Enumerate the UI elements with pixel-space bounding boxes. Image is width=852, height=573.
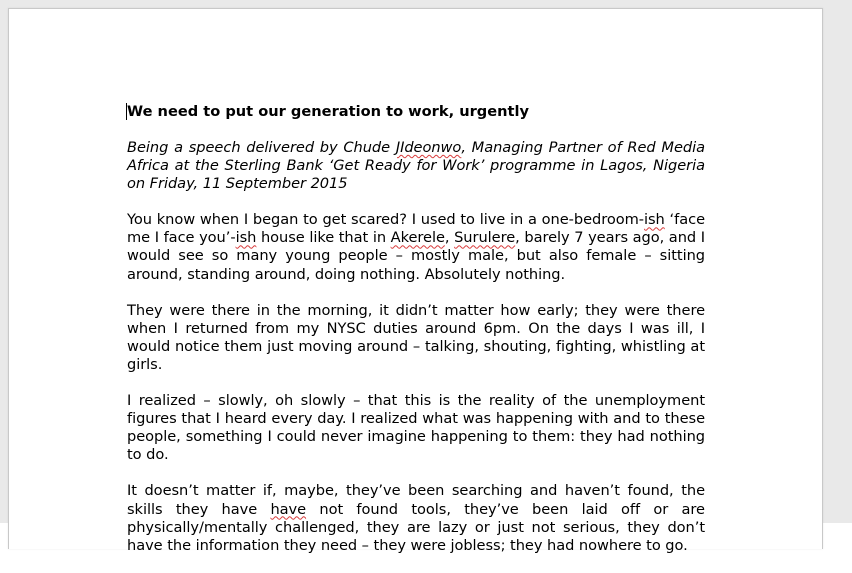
paragraph-2[interactable]: They were there in the morning, it didn’t matter how early; they were there when I returned from my NYSC duties around 6pm. On the days I was ill, I would notice them just moving around – talking, shouting, fighting, whistling at girls. [127,301,705,373]
paragraph-1[interactable] [127,211,705,283]
spelling-error-word[interactable]: Akerele [390,229,445,247]
spelling-error-word[interactable]: ish [644,211,665,229]
paragraph-text: not found tools, they’ve been laid off or are physically/mentally challenged, they are lazy or just not serious, they don’t have the information they need – they were jobless; they had nowhere to go. [127,500,705,554]
text-cursor [126,103,127,120]
paragraph-text: , [444,229,455,247]
paragraph-text: It doesn’t matter if, maybe, they’ve been searching and haven’t found, the skills they have [127,482,705,518]
document-body[interactable] [127,103,705,573]
paragraph-text: You know when I began to get scared? I used to live in a one-bedroom- [127,211,644,229]
subtitle-text: , Managing Partner of Red Media Africa at the Sterling Bank ‘Get Ready for Work’ programme in Lagos, Nigeria on Friday, 11 September 2015 [127,139,705,193]
document-title[interactable] [127,103,705,121]
paragraph-text: ‘face me I face you’- [127,211,706,247]
paragraph-4[interactable] [127,482,705,554]
paragraph-text: house like that in [256,229,391,247]
document-page[interactable] [8,8,823,554]
spelling-error-word[interactable]: JIdeonwo [395,139,462,156]
subtitle-text: Being a speech delivered by Chude [127,139,396,156]
spelling-error-word[interactable]: ish [235,229,257,247]
paragraph-text: , barely 7 years ago, and I would see so many young people – mostly male, but also female – sitting around, standing around, doing nothing. Absolutely nothing. [127,229,705,283]
spelling-error-word[interactable]: Surulere [454,229,516,247]
document-subtitle[interactable] [127,139,705,193]
document-title-text: We need to put our generation to work, urgently [127,103,530,120]
spelling-error-word[interactable]: have [270,500,307,518]
paragraph-3[interactable]: I realized – slowly, oh slowly – that this is the reality of the unemployment figures that I heard every day. I realized what was happening with and to these people, something I could never imagine happening to them: they had nothing to do. [127,392,705,464]
